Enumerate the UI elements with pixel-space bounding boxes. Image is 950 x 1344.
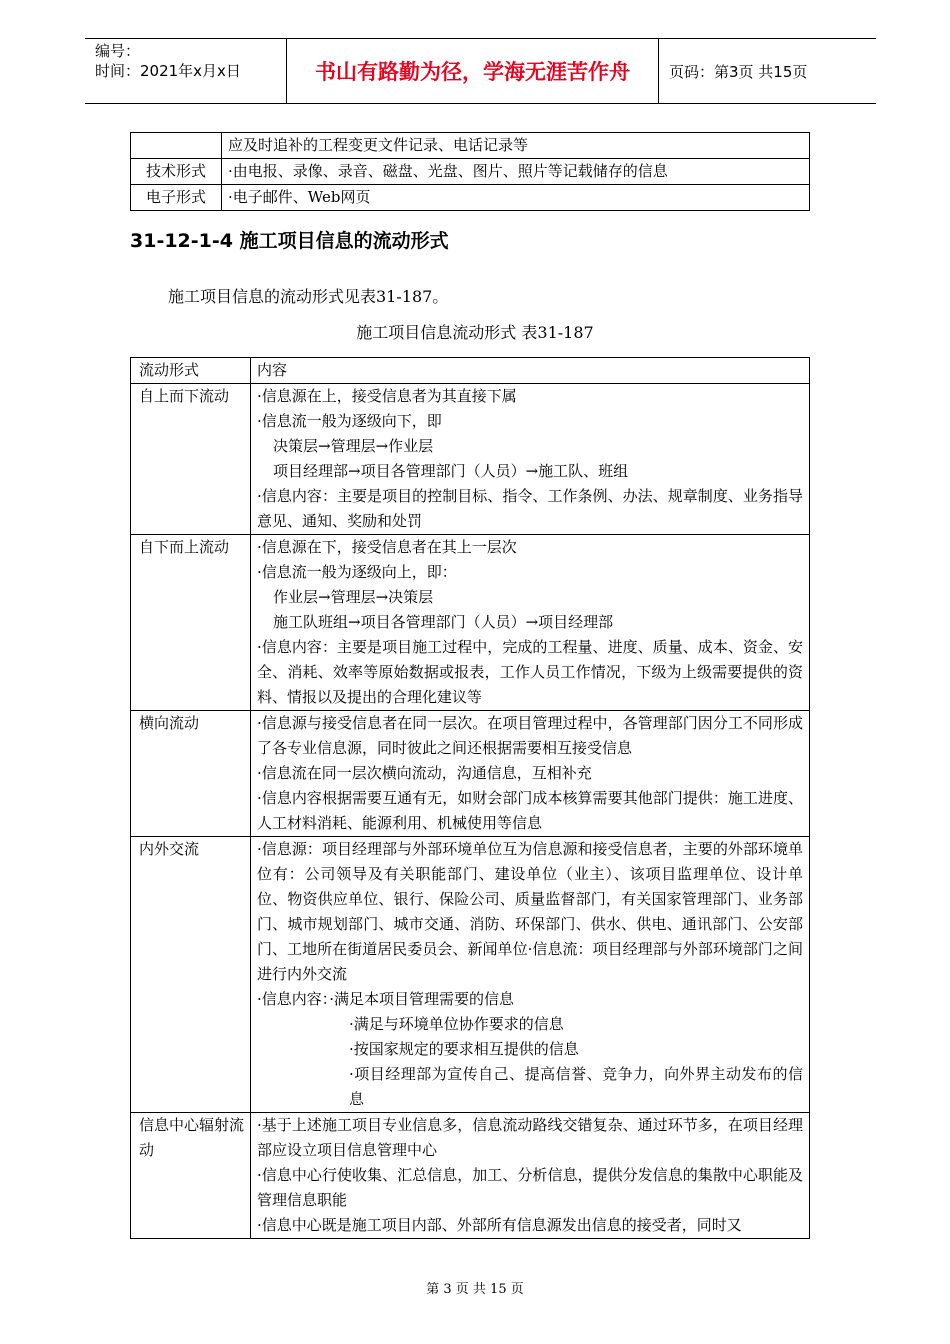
content-line: ·基于上述施工项目专业信息多，信息流动路线交错复杂、通过环节多，在项目经理部应设立项目信息管理中心 (257, 1116, 803, 1159)
flow-label: 内外交流 (131, 837, 251, 1113)
table-row (131, 711, 810, 837)
header-page-info: 页码：第3页 共15页 (669, 62, 808, 81)
table-cell-content: ·电子邮件、Web网页 (222, 185, 810, 211)
table-row (131, 837, 810, 1113)
column-header-flow-form: 流动形式 (131, 358, 251, 384)
content-line: ·信息内容：主要是项目的控制目标、指令、工作条例、办法、规章制度、业务指导意见、通知、奖励和处罚 (257, 487, 803, 530)
flow-form-table (130, 357, 810, 1239)
content-line: ·信息内容：·满足本项目管理需要的信息 (257, 990, 515, 1008)
section-heading: 31-12-1-4 施工项目信息的流动形式 (130, 230, 449, 252)
content-line: ·信息内容：主要是项目施工过程中，完成的工程量、进度、质量、成本、资金、安全、消耗、效率等原始数据或报表，工作人员工作情况，下级为上级需要提供的资料、情报以及提出的合理化建议等 (257, 638, 803, 706)
content-line: 作业层→管理层→决策层 (273, 588, 434, 606)
table-cell-content: ·由电报、录像、录音、磁盘、光盘、图片、照片等记载储存的信息 (222, 159, 810, 185)
page-header (85, 38, 876, 104)
content-line: 项目经理部→项目各管理部门（人员）→施工队、班组 (273, 462, 629, 480)
info-form-table (130, 132, 810, 211)
flow-content (251, 711, 810, 837)
content-line: ·满足与环境单位协作要求的信息 (349, 1015, 564, 1033)
flow-content (251, 837, 810, 1113)
table-row (131, 133, 810, 159)
flow-label: 自上而下流动 (131, 384, 251, 535)
table-row (131, 185, 810, 211)
table-cell-content: 应及时追补的工程变更文件记录、电话记录等 (222, 133, 810, 159)
content-line: ·信息中心行使收集、汇总信息，加工、分析信息，提供分发信息的集散中心职能及管理信息职能 (257, 1166, 803, 1209)
flow-label: 横向流动 (131, 711, 251, 837)
content-line: ·信息源在下，接受信息者在其上一层次 (257, 538, 517, 556)
flow-content (251, 1113, 810, 1239)
document-number-label: 编号： (95, 42, 141, 60)
content-line: 决策层→管理层→作业层 (273, 437, 434, 455)
table-cell-label: 技术形式 (131, 159, 222, 185)
table-cell-label: 电子形式 (131, 185, 222, 211)
header-meta (85, 39, 287, 103)
table-header-row (131, 358, 810, 384)
content-line: ·项目经理部为宣传自己、提高信誉、竞争力，向外界主动发布的信息 (349, 1065, 803, 1108)
flow-content (251, 384, 810, 535)
flow-label: 自下而上流动 (131, 535, 251, 711)
content-line: ·信息内容根据需要互通有无，如财会部门成本核算需要其他部门提供：施工进度、人工材料消耗、能源利用、机械使用等信息 (257, 789, 803, 832)
content-line: ·信息源：项目经理部与外部环境单位互为信息源和接受信息者，主要的外部环境单位有：公司领导及有关职能部门、建设单位（业主）、该项目监理单位、设计单位、物资供应单位、银行、保险公司、质量监督部门，有关国家管理部门、业务部门、城市规划部门、城市交通、消防、环保部门、供水、供电、通讯部门、公安部门、工地所在街道居民委员会、新闻单位·信息流：项目经理部与外部环境部门之间进行内外交流 (257, 840, 803, 983)
table-row (131, 1113, 810, 1239)
content-line: 施工队班组→项目各管理部门（人员）→项目经理部 (273, 613, 614, 631)
content-line: ·按国家规定的要求相互提供的信息 (349, 1040, 579, 1058)
table-cell-label (131, 133, 222, 159)
content-line: ·信息流在同一层次横向流动，沟通信息，互相补充 (257, 764, 592, 782)
flow-content (251, 535, 810, 711)
table-row (131, 535, 810, 711)
table-row (131, 159, 810, 185)
content-line: ·信息流一般为逐级向下，即 (257, 412, 442, 430)
header-motto: 书山有路勤为径，学海无涯苦作舟 (287, 39, 659, 103)
content-line: ·信息流一般为逐级向上，即： (257, 563, 457, 581)
table-row (131, 384, 810, 535)
document-time: 时间：2021年x月x日 (95, 62, 241, 80)
content-line: ·信息中心既是施工项目内部、外部所有信息源发出信息的接受者，同时又 (257, 1216, 742, 1234)
column-header-content: 内容 (251, 358, 810, 384)
content-line: ·信息源在上，接受信息者为其直接下属 (257, 387, 517, 405)
table-caption: 施工项目信息流动形式 表31-187 (356, 323, 594, 342)
content-line: ·信息源与接受信息者在同一层次。在项目管理过程中，各管理部门因分工不同形成了各专业信息源，同时彼此之间还根据需要相互接受信息 (257, 714, 803, 757)
page-footer: 第 3 页 共 15 页 (426, 1282, 524, 1297)
section-intro: 施工项目信息的流动形式见表31-187。 (168, 287, 449, 306)
flow-label: 信息中心辐射流动 (131, 1113, 251, 1239)
